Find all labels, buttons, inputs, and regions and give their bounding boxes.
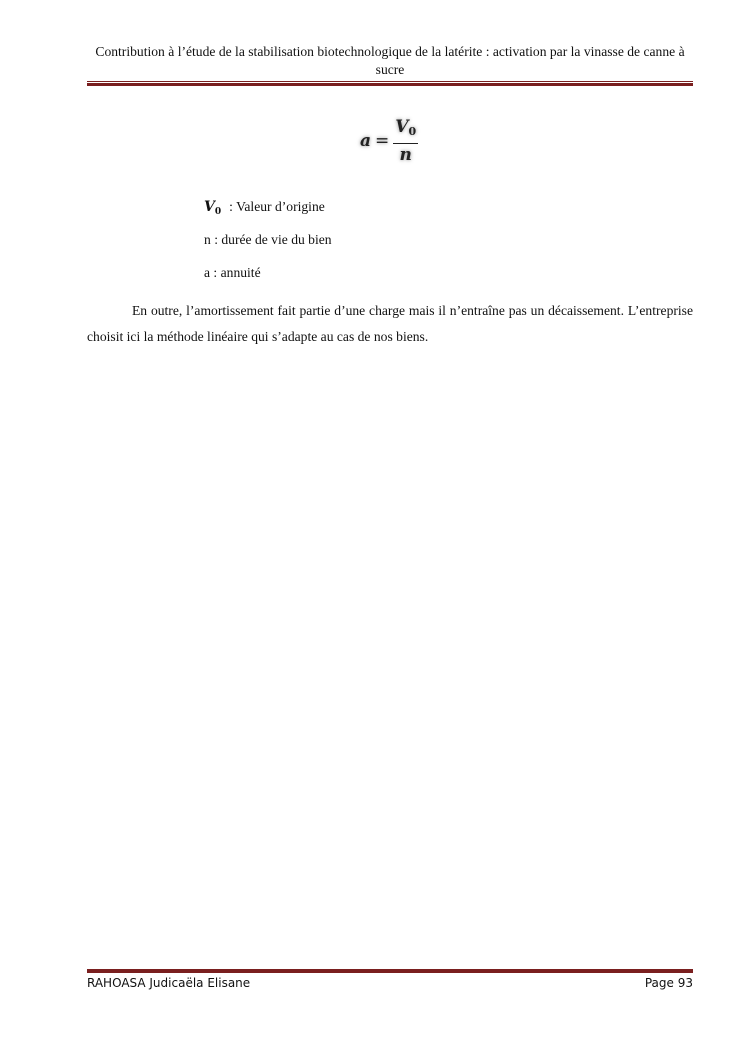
annuity-formula — [360, 113, 418, 169]
formula-denominator: n — [399, 145, 412, 166]
formula-numerator: $V_0$ — [395, 116, 417, 138]
formula-fraction — [393, 116, 418, 167]
body-paragraph: En outre, l’amortissement fait partie d’une charge mais il n’entraîne pas un décaissement. L’entreprise choisit ici la méthode linéaire qui s’adapte au cas de nos biens. — [87, 303, 693, 344]
page-footer — [87, 976, 693, 990]
footer-divider — [87, 968, 693, 973]
formula-equals: = — [375, 131, 390, 151]
page-header-title: Contribution à l’étude de la stabilisation biotechnologique de la latérite : activation par la vinasse de canne à sucre — [95, 44, 685, 77]
definition-n: n : durée de vie du bien — [204, 232, 332, 247]
formula-lhs: a — [360, 131, 372, 151]
definition-v0 — [204, 199, 325, 217]
footer-page-number: Page 93 — [644, 976, 693, 990]
definition-a: a : annuité — [204, 265, 261, 280]
v0-symbol: $V_0$ — [204, 199, 222, 217]
header-divider — [87, 81, 693, 86]
footer-author: RAHOASA Judicaëla Elisane — [87, 976, 251, 990]
definition-v0-text: : Valeur d’origine — [229, 199, 325, 214]
